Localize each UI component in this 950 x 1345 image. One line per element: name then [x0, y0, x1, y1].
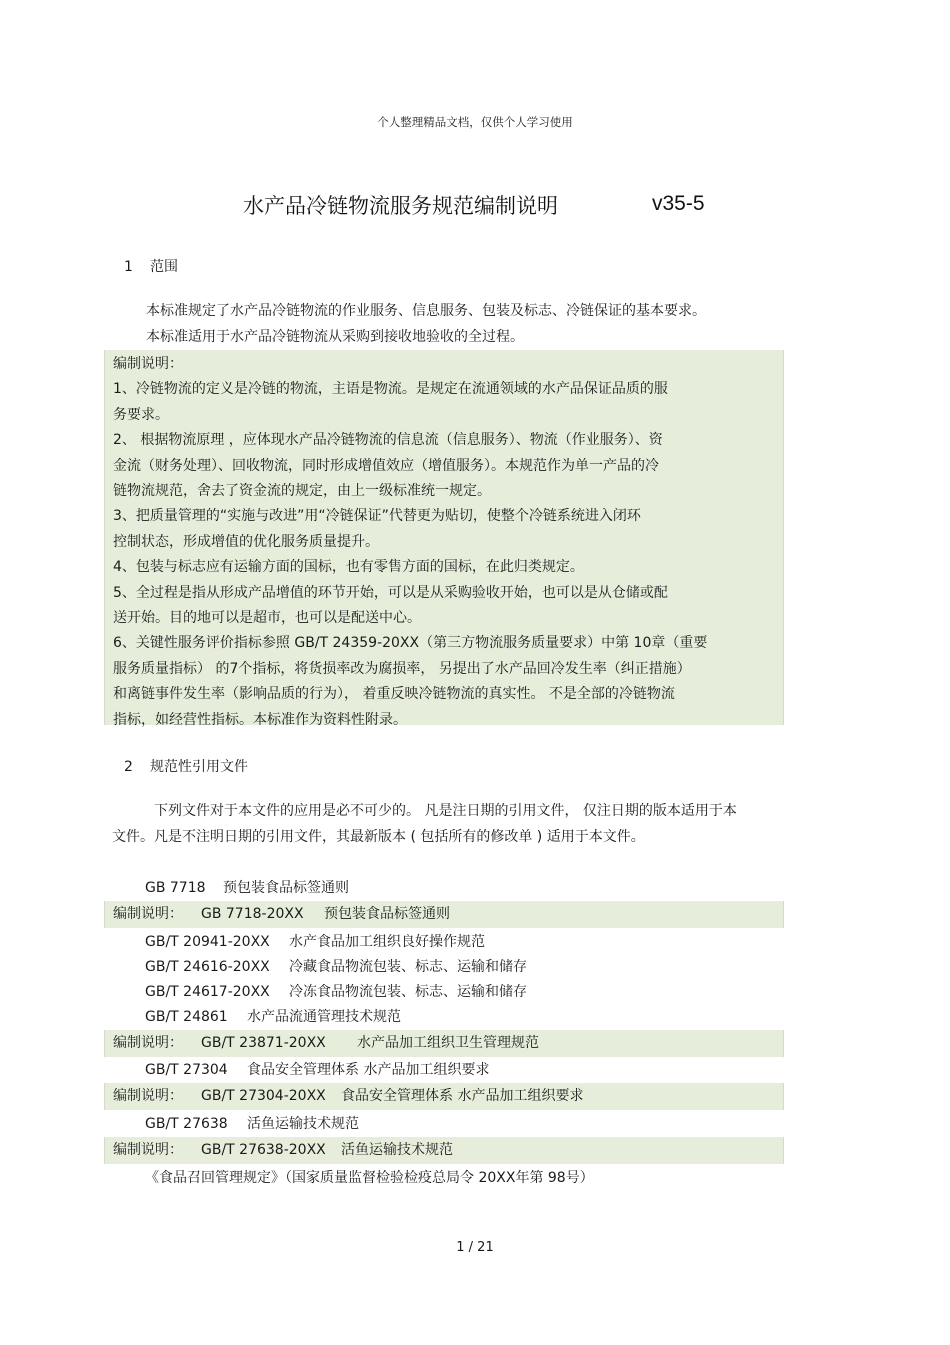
section-1-heading — [124, 256, 178, 276]
reference-title: 食品安全管理体系 水产品加工组织要求 — [247, 1062, 490, 1078]
note-title: 活鱼运输技术规范 — [341, 1142, 453, 1158]
reference-title: 冷冻食品物流包装、标志、运输和储存 — [289, 984, 527, 1000]
note-line: 控制状态，形成增值的优化服务质量提升。 — [113, 533, 379, 550]
note-code: GB/T 27304-20XX — [201, 1088, 326, 1104]
reference-title: 水产食品加工组织良好操作规范 — [289, 934, 485, 950]
reference-item — [145, 1112, 359, 1137]
note-line: 4、包装与标志应有运输方面的国标，也有零售方面的国标，在此归类规定。 — [113, 559, 584, 576]
reference-note — [104, 1137, 784, 1164]
note-line: 3、把质量管理的“实施与改进”用“冷链保证”代替更为贴切，使整个冷链系统进入闭环 — [113, 508, 641, 525]
note-title: 水产品加工组织卫生管理规范 — [357, 1035, 539, 1051]
note-title: 预包装食品标签通则 — [324, 906, 450, 922]
reference-code: GB/T 27304 — [145, 1062, 228, 1078]
document-title: 水产品冷链物流服务规范编制说明 — [243, 194, 558, 218]
note-code: GB/T 23871-20XX — [201, 1035, 326, 1051]
note-line: 编制说明： — [113, 356, 183, 372]
note-line: 指标，如经营性指标。本标准作为资料性附录。 — [113, 711, 407, 728]
reference-item — [145, 876, 349, 901]
reference-title: 水产品流通管理技术规范 — [247, 1009, 401, 1025]
note-label: 编制说明： — [113, 906, 183, 922]
section-2-paragraph-line-1: 下列文件对于本文件的应用是必不可少的。 凡是注日期的引用文件， 仅注日期的版本适用于本 — [154, 803, 737, 819]
note-line: 服务质量指标） 的7个指标，将货损率改为腐损率， 另提出了水产品回冷发生率（纠正措施） — [113, 660, 691, 677]
reference-code: GB 7718 — [145, 880, 206, 896]
compilation-note-box — [104, 350, 784, 728]
note-label: 编制说明： — [113, 1088, 183, 1104]
section-1-title: 范围 — [150, 259, 178, 275]
section-1-paragraph-2: 本标准适用于水产品冷链物流从采购到接收地验收的全过程。 — [146, 329, 524, 345]
reference-title: 活鱼运输技术规范 — [247, 1116, 359, 1132]
section-2-heading — [124, 756, 248, 776]
note-code: GB/T 27638-20XX — [201, 1142, 326, 1158]
reference-item — [145, 1005, 401, 1030]
section-1-number: 1 — [124, 259, 133, 275]
page-number: 1 / 21 — [456, 1240, 494, 1255]
note-line: 金流（财务处理）、回收物流，同时形成增值效应（增值服务）。本规范作为单一产品的冷 — [113, 457, 659, 474]
reference-item — [145, 980, 527, 1005]
reference-note — [104, 1030, 784, 1057]
recall-regulation-line: 《食品召回管理规定》（国家质量监督检验检疫总局令 20XX年第 98号） — [145, 1170, 594, 1186]
reference-note — [104, 901, 784, 928]
note-line: 1、冷链物流的定义是冷链的物流，主语是物流。是规定在流通领域的水产品保证品质的服 — [113, 381, 668, 398]
reference-code: GB/T 24617-20XX — [145, 984, 270, 1000]
note-label: 编制说明： — [113, 1035, 183, 1051]
note-line: 5、全过程是指从形成产品增值的环节开始，可以是从采购验收开始，也可以是从仓储或配 — [113, 584, 668, 601]
section-2-title: 规范性引用文件 — [150, 759, 248, 775]
reference-code: GB/T 24616-20XX — [145, 959, 270, 975]
note-line: 送开始。目的地可以是超市，也可以是配送中心。 — [113, 610, 421, 627]
note-line: 务要求。 — [113, 406, 169, 423]
reference-code: GB/T 24861 — [145, 1009, 228, 1025]
section-2-number: 2 — [124, 759, 133, 775]
reference-item — [145, 930, 485, 955]
page-header: 个人整理精品文档，仅供个人学习使用 — [377, 115, 573, 129]
reference-note — [104, 1083, 784, 1110]
reference-code: GB/T 27638 — [145, 1116, 228, 1132]
reference-code: GB/T 20941-20XX — [145, 934, 270, 950]
note-line: 和离链事件发生率（影响品质的行为）， 着重反映冷链物流的真实性。 不是全部的冷链物流 — [113, 686, 675, 703]
reference-item — [145, 1058, 489, 1083]
note-line: 2、 根据物流原理 ，应体现水产品冷链物流的信息流（信息服务）、物流（作业服务）、资 — [113, 432, 663, 449]
note-title: 食品安全管理体系 水产品加工组织要求 — [341, 1088, 584, 1104]
reference-title: 预包装食品标签通则 — [223, 880, 349, 896]
document-version: v35-5 — [652, 192, 705, 215]
note-line: 链物流规范，舍去了资金流的规定，由上一级标准统一规定。 — [113, 483, 491, 500]
reference-item — [145, 955, 527, 980]
section-1-paragraph-1: 本标准规定了水产品冷链物流的作业服务、信息服务、包装及标志、冷链保证的基本要求。 — [146, 303, 706, 319]
section-2-paragraph-line-2: 文件。凡是不注明日期的引用文件，其最新版本 ( 包括所有的修改单 ) 适用于本文件。 — [112, 829, 645, 845]
note-code: GB 7718-20XX — [201, 906, 304, 922]
note-label: 编制说明： — [113, 1142, 183, 1158]
note-line: 6、关键性服务评价指标参照 GB/T 24359-20XX（第三方物流服务质量要求）中第 10章（重要 — [113, 635, 708, 652]
reference-title: 冷藏食品物流包装、标志、运输和储存 — [289, 959, 527, 975]
